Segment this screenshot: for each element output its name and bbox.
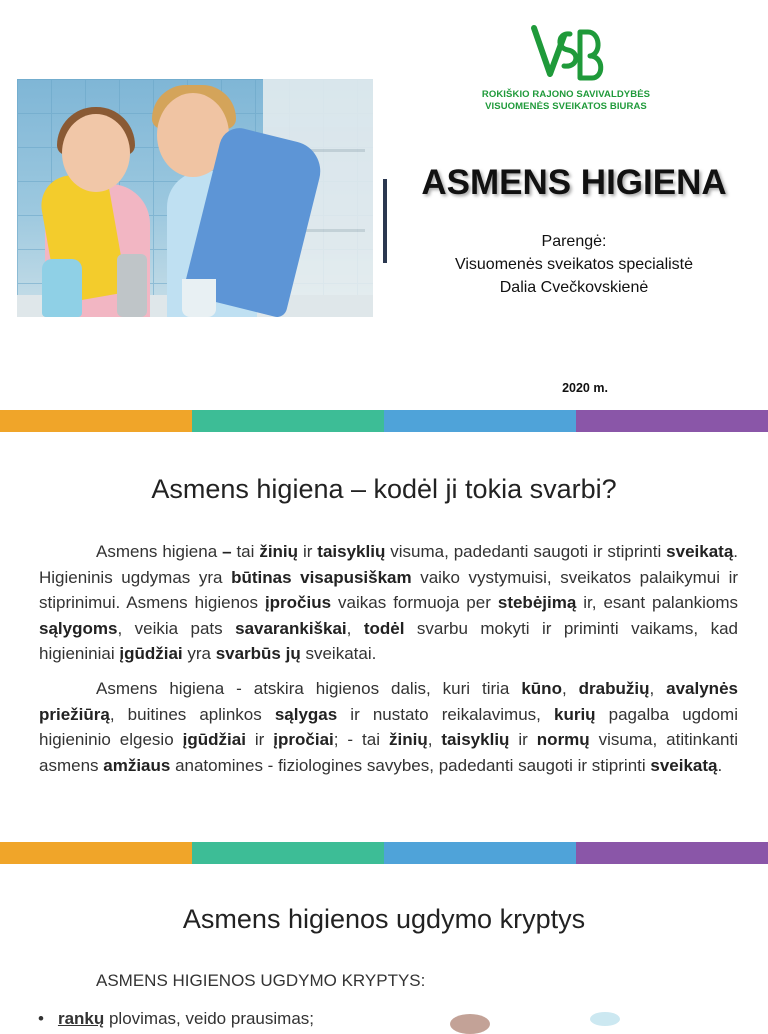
text-run: vaikas formuoja per xyxy=(331,593,498,612)
org-line-2: VISUOMENĖS SVEIKATOS BIURAS xyxy=(485,101,647,112)
text-run: ir xyxy=(509,730,537,749)
vsb-logo-icon xyxy=(528,22,606,88)
bold-term: – xyxy=(222,542,232,561)
bold-term: taisyklių xyxy=(441,730,510,749)
text-run: , xyxy=(427,730,442,749)
slide-subheading: ASMENS HIGIENOS UGDYMO KRYPTYS: xyxy=(96,971,426,990)
toothbrush-cup xyxy=(182,279,216,317)
stripe-blue xyxy=(384,410,576,432)
stripe-orange xyxy=(0,842,192,864)
text-run: ir, esant palankioms xyxy=(576,593,739,612)
color-stripe xyxy=(0,410,768,432)
prepared-name: Dalia Cvečkovskienė xyxy=(499,279,649,296)
paragraph-1 xyxy=(39,539,738,667)
text-run: . Higieninis ugdymas yra xyxy=(39,542,739,587)
bold-term: sveikatą xyxy=(666,542,734,561)
text-run: visuma, atitinkanti asmens xyxy=(39,730,738,775)
decorative-illustration xyxy=(450,1014,490,1034)
paragraph-2 xyxy=(39,676,738,778)
text-run: Asmens higiena xyxy=(96,542,223,561)
bold-term: įpročiai xyxy=(273,730,334,749)
slide-heading: Asmens higienos ugdymo kryptys xyxy=(182,904,586,934)
text-run: ir nustato reikalavimus, xyxy=(337,704,554,724)
bold-term: sąlygas xyxy=(274,704,338,724)
bold-term: kūno xyxy=(521,679,562,698)
bold-term: amžiaus xyxy=(103,755,171,775)
text-run: vaiko vystymuisi, sveikatos palaikymui ir stiprinimui. Asmens higienos xyxy=(39,567,739,612)
text-run: sveikatai. xyxy=(300,644,377,663)
prepared-role: Visuomenės sveikatos specialistė xyxy=(454,256,694,273)
girl-face xyxy=(62,114,130,192)
bold-term: sveikatą xyxy=(650,755,718,775)
prepared-label: Parengė: xyxy=(541,233,607,250)
bold-term: žinių xyxy=(388,730,428,749)
text-run: anatomines - fiziologines savybes, padedanti saugoti ir stiprinti xyxy=(170,755,651,775)
bold-term: savarankiškai xyxy=(235,618,347,638)
prepared-by xyxy=(400,230,748,299)
year-label: 2020 m. xyxy=(562,381,608,395)
bold-term: normų xyxy=(536,730,590,749)
bold-term: svarbūs jų xyxy=(215,644,301,663)
slide-title: ASMENS HIGIENA xyxy=(421,163,727,202)
stripe-green xyxy=(192,410,384,432)
bold-term: todėl xyxy=(363,618,405,638)
text-run: , xyxy=(561,679,579,698)
stripe-purple xyxy=(576,842,768,864)
text-run: yra xyxy=(182,644,216,663)
bold-term: drabužių xyxy=(578,679,650,698)
bold-term: kurių xyxy=(553,704,596,724)
stripe-purple xyxy=(576,410,768,432)
bold-term: rankų xyxy=(57,1009,105,1028)
directions-slide xyxy=(0,864,768,1028)
text-run: , xyxy=(346,618,364,638)
text-run: , xyxy=(649,679,667,698)
org-line-1: ROKIŠKIO RAJONO SAVIVALDYBĖS xyxy=(481,89,651,100)
text-run: , veikia pats xyxy=(117,618,236,638)
text-run: ir xyxy=(245,730,274,749)
text-run: plovimas, veido prausimas; xyxy=(104,1009,315,1028)
bold-term: sąlygoms xyxy=(39,618,118,638)
bold-term: įgūdžiai xyxy=(182,730,246,749)
soap-bottle xyxy=(42,259,82,317)
text-run: ir xyxy=(298,542,318,561)
text-run: tai xyxy=(231,542,260,561)
divider-bar xyxy=(383,179,387,263)
bold-term: taisyklių xyxy=(317,542,386,561)
bold-term: įgūdžiai xyxy=(119,644,183,663)
bold-term: žinių xyxy=(259,542,299,561)
text-run: ; - tai xyxy=(333,730,389,749)
children-washing-photo xyxy=(17,79,373,317)
list-item xyxy=(38,1009,314,1029)
stripe-green xyxy=(192,842,384,864)
text-run: , buitines aplinkos xyxy=(109,704,275,724)
text-run: svarbu mokyti ir priminti vaikams, kad higieniniai xyxy=(39,618,738,663)
text-run: Asmens higiena - atskira higienos dalis, kuri tiria xyxy=(96,679,522,698)
text-run: pagalba ugdomi higieninio elgesio xyxy=(39,704,738,749)
slide-heading: Asmens higiena – kodėl ji tokia svarbi? xyxy=(151,474,617,504)
bold-term: įpročius xyxy=(264,593,332,612)
text-run: visuma, padedanti saugoti ir stiprinti xyxy=(385,542,667,561)
content-slide xyxy=(0,432,768,842)
bold-term: stebėjimą xyxy=(497,593,577,612)
stripe-orange xyxy=(0,410,192,432)
bold-term: avalynės priežiūrą xyxy=(39,679,738,724)
directions-list xyxy=(38,1009,314,1029)
title-slide xyxy=(0,0,768,410)
stripe-blue xyxy=(384,842,576,864)
text-run: . xyxy=(717,755,723,775)
organization-name xyxy=(470,89,662,113)
color-stripe xyxy=(0,842,768,864)
bold-term: būtinas visapusiškam xyxy=(231,567,412,587)
faucet xyxy=(117,254,147,317)
